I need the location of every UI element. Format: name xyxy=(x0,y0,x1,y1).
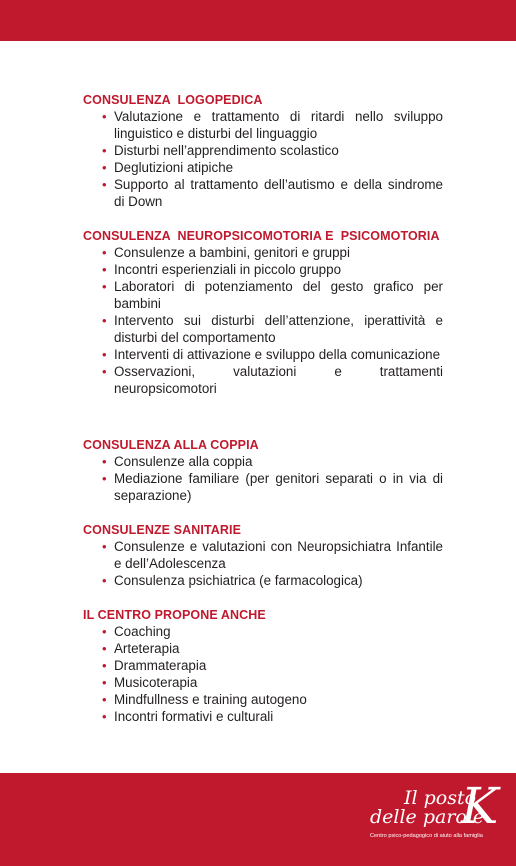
list-item: • Interventi di attivazione e sviluppo della comunicazione xyxy=(102,347,441,362)
bullet-icon: • xyxy=(102,143,107,158)
bullet-icon: • xyxy=(102,347,107,362)
section-neuropsicomotoria xyxy=(83,228,443,397)
bullet-icon: • xyxy=(102,658,107,673)
list-item: • Osservazioni, valutazioni e trattamenti neuropsicomotori xyxy=(102,364,443,396)
il-posto-delle-parole-logo xyxy=(368,777,500,847)
bullet-icon: • xyxy=(102,641,107,656)
list-item: • Laboratori di potenziamento del gesto grafico per bambini xyxy=(102,279,443,311)
section-title: CONSULENZA NEUROPSICOMOTORIA E PSICOMOTORIA xyxy=(83,229,440,243)
bullet-icon: • xyxy=(102,471,107,486)
bullet-icon: • xyxy=(102,109,107,124)
list-item: • Supporto al trattamento dell’autismo e della sindrome di Down xyxy=(102,177,443,209)
list-item: • Arteterapia xyxy=(102,641,180,656)
section-title: CONSULENZA LOGOPEDICA xyxy=(83,93,263,107)
logo-tagline: Centro psico-pedagogico di aiuto alla famiglia xyxy=(370,833,483,839)
bullet-icon: • xyxy=(102,313,107,328)
section-propone xyxy=(83,607,443,725)
services-list xyxy=(83,92,443,725)
list-item: • Drammaterapia xyxy=(102,658,207,673)
list-item: • Incontri formativi e culturali xyxy=(102,709,274,724)
section-title: IL CENTRO PROPONE ANCHE xyxy=(83,608,266,622)
list-item: • Consulenze a bambini, genitori e gruppi xyxy=(102,245,350,260)
list-item: • Mindfullness e training autogeno xyxy=(102,692,307,707)
bullet-icon: • xyxy=(102,245,107,260)
bullet-icon: • xyxy=(102,279,107,294)
section-title: CONSULENZE SANITARIE xyxy=(83,523,242,537)
bullet-icon: • xyxy=(102,160,107,175)
bullet-icon: • xyxy=(102,573,107,588)
bullet-icon: • xyxy=(102,692,107,707)
bullet-icon: • xyxy=(102,262,107,277)
list-item: • Intervento sui disturbi dell’attenzione, iperattività e disturbi del comportamento xyxy=(102,313,443,345)
list-item: • Disturbi nell’apprendimento scolastico xyxy=(102,143,339,158)
section-sanitarie xyxy=(83,522,443,589)
section-title: CONSULENZA ALLA COPPIA xyxy=(83,438,259,452)
logo-line2: delle parole xyxy=(370,806,485,828)
logo-line1: Il posto xyxy=(404,787,477,809)
list-item: • Deglutizioni atipiche xyxy=(102,160,234,175)
bullet-icon: • xyxy=(102,539,107,554)
bullet-icon: • xyxy=(102,709,107,724)
list-item: • Consulenze e valutazioni con Neuropsichiatra Infantile e dell’Adolescenza xyxy=(102,539,443,571)
top-red-band xyxy=(0,0,516,41)
bullet-icon: • xyxy=(102,675,107,690)
list-item: • Consulenze alla coppia xyxy=(102,454,253,469)
section-coppia xyxy=(83,437,443,504)
bullet-icon: • xyxy=(102,624,107,639)
list-item: • Valutazione e trattamento di ritardi nello sviluppo linguistico e disturbi del linguaggio xyxy=(102,109,443,141)
logo-k-mark: K xyxy=(461,777,499,835)
section-logopedica xyxy=(83,92,443,210)
list-item: • Musicoterapia xyxy=(102,675,198,690)
list-item: • Incontri esperienziali in piccolo gruppo xyxy=(102,262,342,277)
bullet-icon: • xyxy=(102,364,107,379)
bullet-icon: • xyxy=(102,177,107,192)
bullet-icon: • xyxy=(102,454,107,469)
list-item: • Coaching xyxy=(102,624,171,639)
list-item: • Mediazione familiare (per genitori separati o in via di separazione) xyxy=(102,471,443,503)
list-item: • Consulenza psichiatrica (e farmacologica) xyxy=(102,573,363,588)
